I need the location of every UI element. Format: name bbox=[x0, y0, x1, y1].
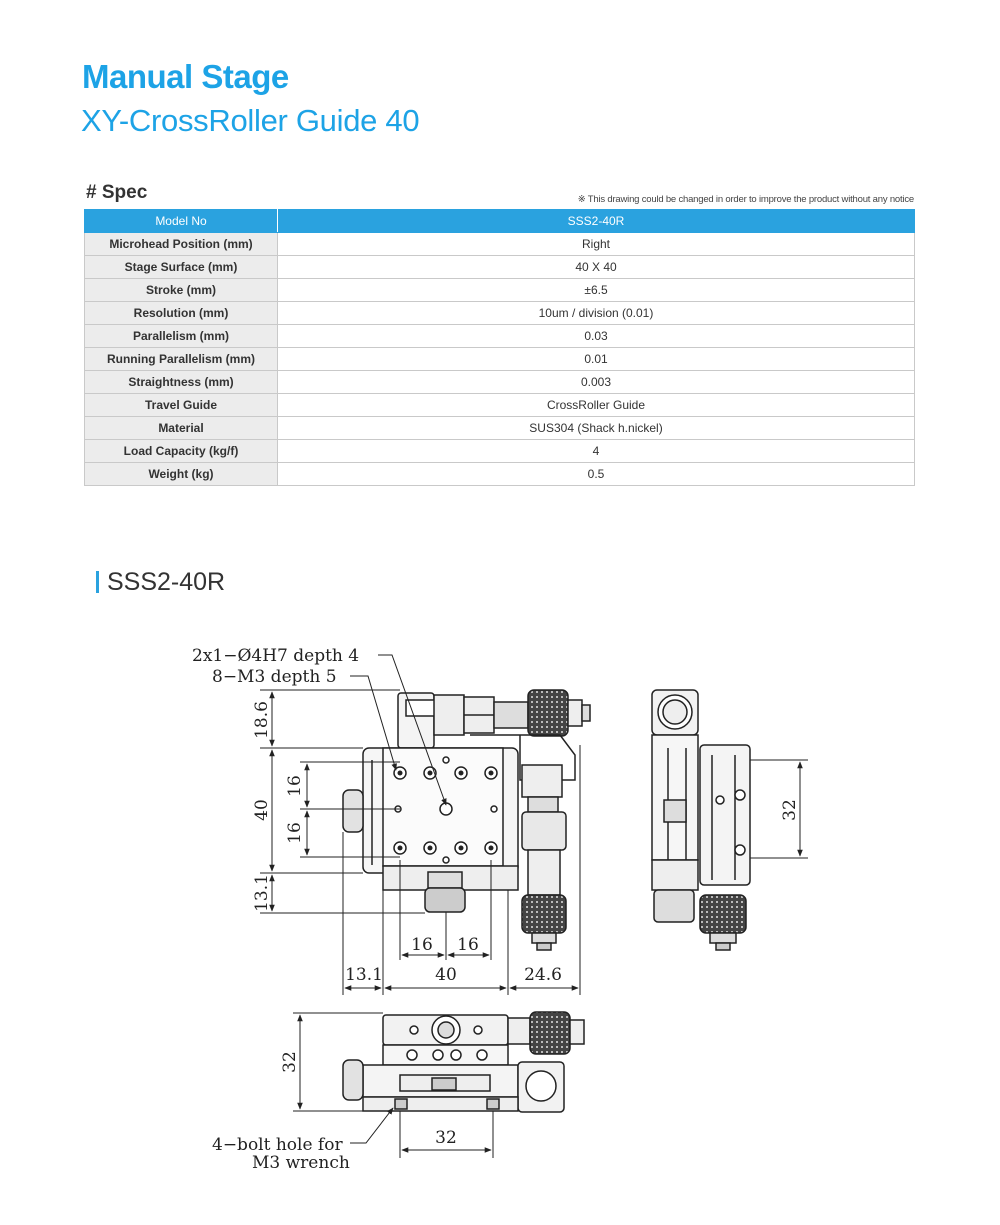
callout-tapped-holes: 8−M3 depth 5 bbox=[212, 667, 337, 687]
dim-horiz-pitch-b: 16 bbox=[457, 935, 479, 955]
callout-dowel-holes: 2x1−Ø4H7 depth 4 bbox=[192, 646, 360, 666]
spec-value: 40 X 40 bbox=[278, 256, 915, 279]
dim-bottom-ext: 13.1 bbox=[252, 874, 272, 912]
spec-value: 10um / division (0.01) bbox=[278, 302, 915, 325]
spec-label: Resolution (mm) bbox=[85, 302, 278, 325]
spec-value: Right bbox=[278, 233, 915, 256]
dim-horiz-pitch-a: 16 bbox=[411, 935, 433, 955]
dim-top-ext: 18.6 bbox=[252, 701, 272, 739]
spec-label: Straightness (mm) bbox=[85, 371, 278, 394]
page-title: Manual Stage bbox=[82, 58, 289, 95]
drawing-model-name: SSS2-40R bbox=[107, 568, 226, 596]
top-view bbox=[343, 690, 590, 950]
spec-label: Travel Guide bbox=[85, 394, 278, 417]
callout-bolt-line2: M3 wrench bbox=[252, 1153, 350, 1173]
dim-bolt-pitch: 32 bbox=[435, 1128, 457, 1148]
dim-height: 40 bbox=[252, 799, 272, 821]
dim-pitch-b: 16 bbox=[285, 822, 305, 844]
spec-value: CrossRoller Guide bbox=[278, 394, 915, 417]
spec-value: SUS304 (Shack h.nickel) bbox=[278, 417, 915, 440]
spec-heading: # Spec bbox=[86, 182, 148, 203]
spec-label: Stage Surface (mm) bbox=[85, 256, 278, 279]
dim-side-height: 32 bbox=[780, 799, 800, 821]
dim-right-ext: 24.6 bbox=[524, 965, 562, 985]
side-view bbox=[652, 690, 750, 950]
spec-value: ±6.5 bbox=[278, 279, 915, 302]
dim-front-height: 32 bbox=[280, 1051, 300, 1073]
spec-label: Stroke (mm) bbox=[85, 279, 278, 302]
dim-left-ext: 13.1 bbox=[345, 965, 383, 985]
spec-value: 0.5 bbox=[278, 463, 915, 486]
callout-bolt-line1: 4−bolt hole for bbox=[212, 1135, 343, 1155]
spec-label: Parallelism (mm) bbox=[85, 325, 278, 348]
spec-label: Load Capacity (kg/f) bbox=[85, 440, 278, 463]
spec-value: 0.003 bbox=[278, 371, 915, 394]
spec-value: 0.03 bbox=[278, 325, 915, 348]
dim-pitch-a: 16 bbox=[285, 775, 305, 797]
spec-value: 0.01 bbox=[278, 348, 915, 371]
page-subtitle: XY-CrossRoller Guide 40 bbox=[81, 103, 420, 138]
spec-label: Material bbox=[85, 417, 278, 440]
spec-label: Weight (kg) bbox=[85, 463, 278, 486]
spec-label: Microhead Position (mm) bbox=[85, 233, 278, 256]
front-view bbox=[343, 1012, 584, 1112]
drawing-notice: ※ This drawing could be changed in order to improve the product without any notice bbox=[577, 194, 914, 205]
dim-width: 40 bbox=[435, 965, 457, 985]
spec-value: 4 bbox=[278, 440, 915, 463]
spec-label: Running Parallelism (mm) bbox=[85, 348, 278, 371]
spec-header-value: SSS2-40R bbox=[278, 210, 915, 233]
spec-header-label: Model No bbox=[85, 210, 278, 233]
